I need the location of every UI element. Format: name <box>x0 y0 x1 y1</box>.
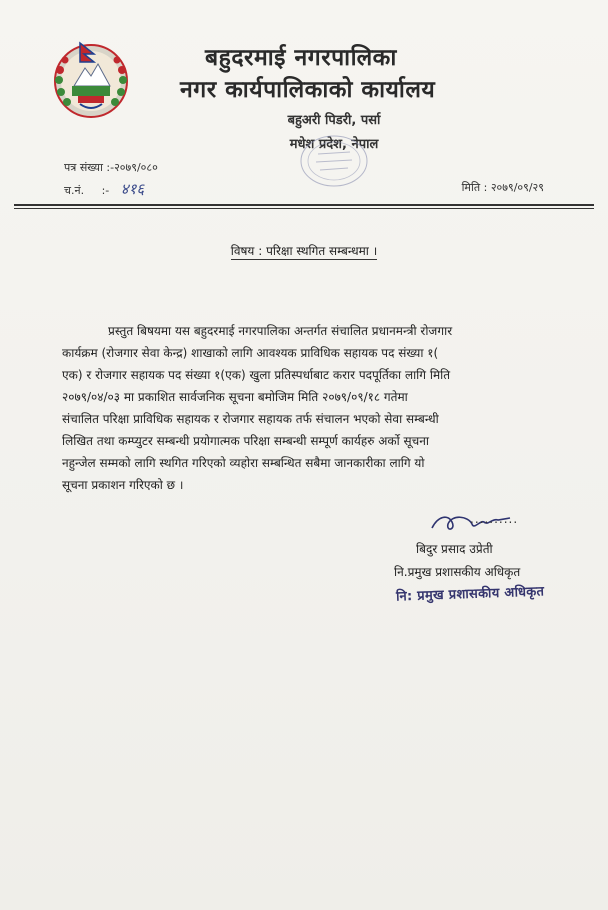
address-line-1: बहुअरी पिडरी, पर्सा <box>287 113 381 128</box>
body-line: प्रस्तुत बिषयमा यस बहुदरमाई नगरपालिका अन्तर्गत संचालित प्रधानमन्त्री रोजगार <box>108 324 453 338</box>
body-line: संचालित परिक्षा प्राविधिक सहायक र रोजगार सहायक तर्फ संचालन भएको सेवा सम्बन्धी <box>62 412 439 426</box>
body-line: नहुन्जेल सम्मको लागि स्थगित गरिएको व्यहोरा सम्बन्धित सबैमा जानकारीका लागि यो <box>62 456 425 470</box>
letter-date: मिति : २०७९/०९/२९ <box>461 181 544 194</box>
dispatch-number: ४१६ <box>120 180 145 198</box>
subject-text: विषय : परिक्षा स्थगित सम्बन्धमा । <box>230 244 378 258</box>
header-divider <box>14 204 594 206</box>
dispatch-separator: :- <box>101 184 110 197</box>
body-line: २०७९/०४/०३ मा प्रकाशित सार्वजनिक सूचना बमोजिम मिति २०७९/०९/१८ गतेमा <box>62 390 408 404</box>
signatory-post: नि.प्रमुख प्रशासकीय अधिकृत <box>394 565 521 579</box>
body-line: एक) र रोजगार सहायक पद संख्या १(एक) खुला प्रतिस्पर्धाबाट करार पदपूर्तिका लागि मिति <box>62 368 451 382</box>
body-line: कार्यक्रम (रोजगार सेवा केन्द्र) शाखाको लागि आवश्यक प्राविधिक सहायक पद संख्या १( <box>62 346 439 360</box>
dispatch-number-row <box>64 179 144 199</box>
subject-line <box>0 242 608 259</box>
body-line: सूचना प्रकाशन गरिएको छ । <box>62 478 184 492</box>
office-seal-icon <box>298 132 370 190</box>
header-divider-thin <box>14 208 594 209</box>
signature-dots: .......... <box>470 512 519 526</box>
dispatch-label: च.नं. <box>64 184 85 197</box>
signatory-name: बिदुर प्रसाद उप्रेती <box>416 542 493 556</box>
letter-number: पत्र संख्या :-२०७९/०८० <box>64 161 158 174</box>
body-line: लिखित तथा कम्प्युटर सम्बन्धी प्रयोगात्मक परिक्षा सम्बन्धी सम्पूर्ण कार्यहरु अर्को सूचना <box>62 434 430 448</box>
municipality-emblem-icon <box>50 38 132 120</box>
letter-body <box>62 320 546 496</box>
designation-stamp: नि: प्रमुख प्रशासकीय अधिकृत <box>395 584 545 605</box>
address-line-2: मधेश प्रदेश, नेपाल <box>289 137 379 152</box>
municipality-title: बहुदरमाई नगरपालिका <box>205 45 397 71</box>
office-title: नगर कार्यपालिकाको कार्यालय <box>180 77 436 103</box>
